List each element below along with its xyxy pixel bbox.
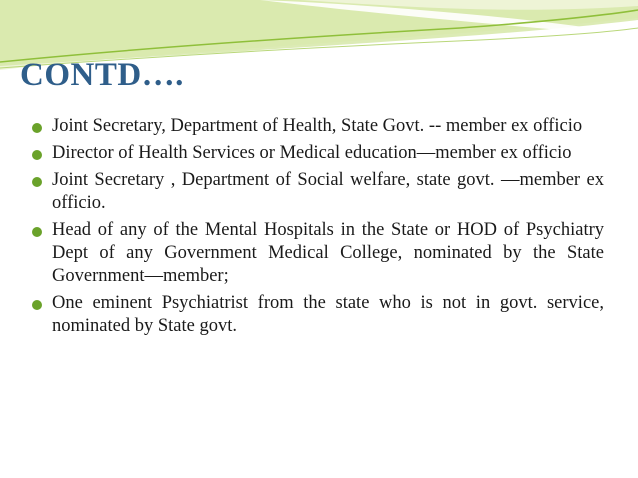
bullet-dot-icon — [32, 300, 42, 310]
bullet-text: Joint Secretary , Department of Social welfare, state govt. —member ex officio. — [52, 170, 604, 213]
bullet-text: Joint Secretary, Department of Health, State Govt. -- member ex officio — [52, 116, 583, 136]
bullet-item — [30, 142, 604, 165]
bullet-item — [30, 292, 604, 338]
bullet-dot-icon — [32, 177, 42, 187]
bullet-dot-icon — [32, 150, 42, 160]
bullet-text: Director of Health Services or Medical education—member ex officio — [52, 143, 572, 163]
bullet-text: One eminent Psychiatrist from the state who is not in govt. service, nominated by State govt. — [52, 293, 604, 336]
bullet-list — [30, 115, 604, 342]
bullet-dot-icon — [32, 227, 42, 237]
slide-title: CONTD…. — [20, 57, 184, 93]
bullet-item — [30, 169, 604, 215]
bullet-text: Head of any of the Mental Hospitals in the State or HOD of Psychiatry Dept of any Government Medical College, nominated by the State Government—member; — [52, 220, 604, 286]
bullet-item — [30, 219, 604, 288]
bullet-item — [30, 115, 604, 138]
bullet-dot-icon — [32, 123, 42, 133]
